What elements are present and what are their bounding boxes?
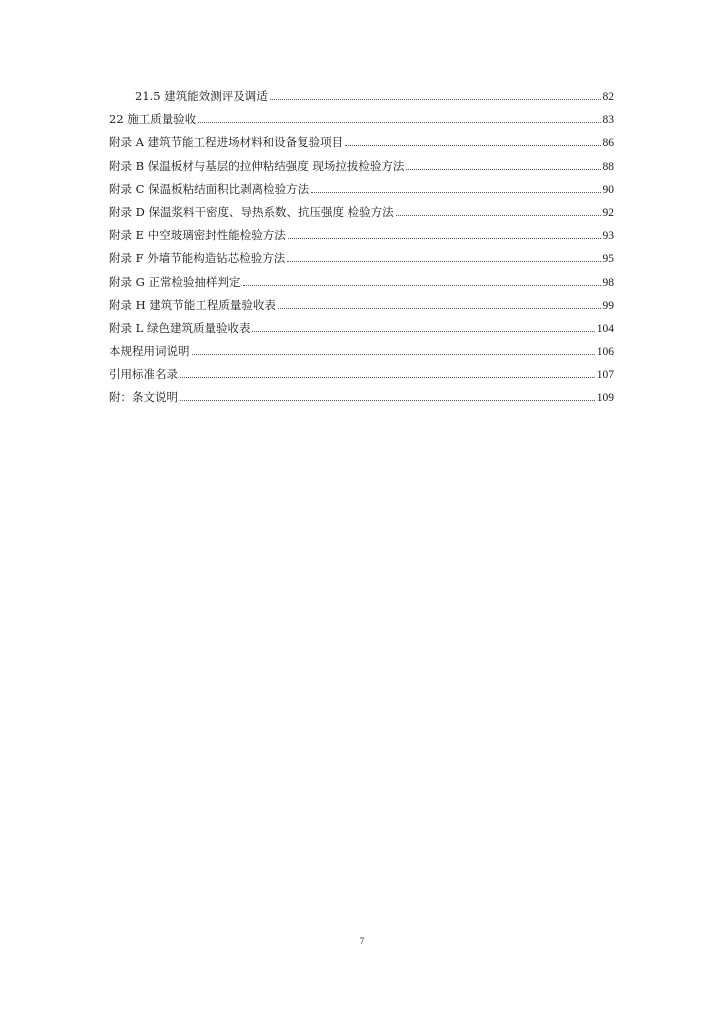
toc-entry[interactable]: [109, 181, 614, 204]
toc-entry-title: 附录 F 外墙节能构造钻芯检验方法: [109, 251, 286, 266]
toc-entry-title: 附录 C 保温板粘结面积比剥离检验方法: [109, 181, 310, 196]
toc-entry-page: 104: [596, 322, 614, 335]
toc-entry[interactable]: [109, 134, 614, 157]
toc-entry-title: 引用标准名录: [109, 367, 178, 382]
toc-entry[interactable]: [109, 320, 614, 343]
toc-entry-title: 附录 E 中空玻璃密封性能检验方法: [109, 228, 286, 243]
toc-leader-dots: [180, 399, 595, 401]
toc-entry-page: 109: [596, 392, 614, 405]
toc-entry[interactable]: [109, 111, 614, 134]
toc-entry-page: 98: [602, 276, 614, 289]
toc-entry-page: 92: [602, 206, 614, 219]
toc-entry-page: 99: [602, 299, 614, 312]
table-of-contents: [109, 88, 614, 413]
toc-entry-page: 90: [602, 183, 614, 196]
toc-leader-dots: [287, 260, 600, 262]
toc-entry-title: 附录 H 建筑节能工程质量验收表: [109, 297, 276, 312]
page-number: 7: [359, 936, 365, 946]
toc-entry[interactable]: [109, 204, 614, 227]
toc-entry-title: 本规程用词说明: [109, 344, 190, 359]
toc-entry-title: 附录 B 保温板材与基层的拉伸粘结强度 现场拉拔检验方法: [109, 158, 405, 173]
toc-entry-title: 附录 D 保温浆料干密度、导热系数、抗压强度 检验方法: [109, 204, 394, 219]
toc-entry-page: 83: [602, 114, 614, 127]
toc-entry[interactable]: [109, 250, 614, 273]
toc-entry-title: 附录 L 绿色建筑质量验收表: [109, 320, 251, 335]
toc-entry-title: 22 施工质量验收: [109, 112, 197, 127]
toc-entry[interactable]: [109, 274, 614, 297]
toc-leader-dots: [180, 376, 595, 378]
toc-leader-dots: [288, 237, 601, 239]
toc-entry-page: 93: [602, 230, 614, 243]
toc-entry-page: 86: [602, 137, 614, 150]
toc-leader-dots: [311, 191, 600, 193]
toc-entry[interactable]: [109, 88, 614, 111]
toc-entry[interactable]: [109, 297, 614, 320]
toc-leader-dots: [243, 284, 601, 286]
toc-entry-page: 106: [596, 346, 614, 359]
toc-leader-dots: [192, 353, 595, 355]
toc-leader-dots: [396, 214, 601, 216]
toc-leader-dots: [406, 168, 600, 170]
toc-leader-dots: [252, 330, 594, 332]
toc-entry[interactable]: [109, 158, 614, 181]
toc-entry[interactable]: [109, 389, 614, 412]
toc-entry[interactable]: [109, 343, 614, 366]
toc-entry-page: 95: [602, 253, 614, 266]
toc-entry-title: 21.5 建筑能效测评及调适: [135, 89, 268, 103]
toc-entry-page: 88: [602, 160, 614, 173]
toc-leader-dots: [278, 307, 601, 309]
toc-entry-title: 附录 G 正常检验抽样判定: [109, 274, 241, 289]
toc-entry-title: 附录 A 建筑节能工程进场材料和设备复验项目: [109, 135, 344, 150]
toc-entry[interactable]: [109, 366, 614, 389]
toc-entry-title: 附：条文说明: [109, 390, 178, 405]
toc-leader-dots: [198, 121, 600, 123]
toc-leader-dots: [345, 144, 600, 146]
toc-leader-dots: [270, 98, 601, 100]
toc-entry-page: 107: [596, 369, 614, 382]
toc-entry-page: 82: [602, 91, 614, 103]
toc-entry[interactable]: [109, 227, 614, 250]
